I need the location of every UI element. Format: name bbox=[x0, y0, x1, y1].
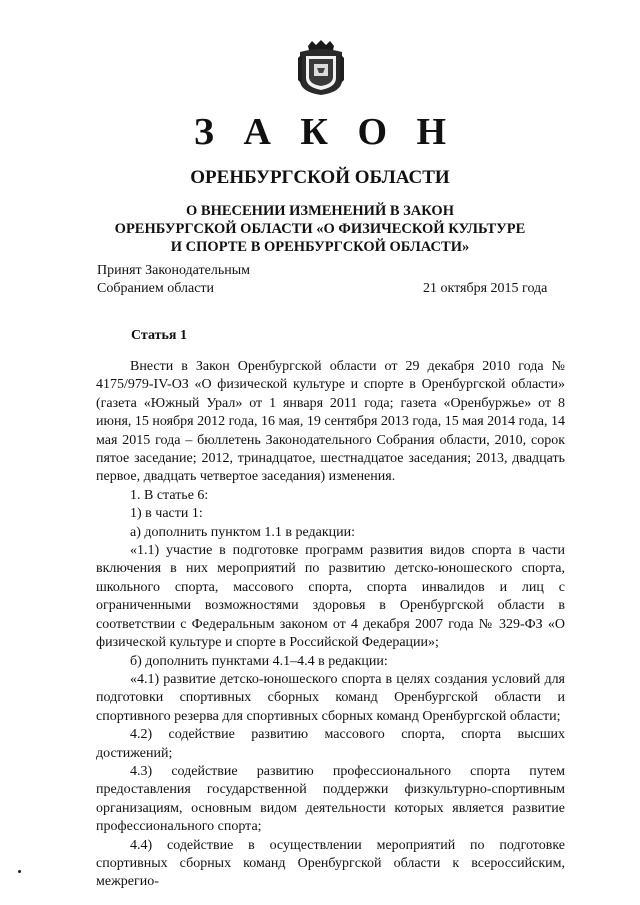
law-heading bbox=[0, 202, 640, 256]
law-heading-line: ОРЕНБУРГСКОЙ ОБЛАСТИ «О ФИЗИЧЕСКОЙ КУЛЬТУРЕ bbox=[114, 221, 526, 237]
paragraph: 4.2) содействие развитию массового спорта, спорта высших достижений; bbox=[96, 727, 565, 761]
article-title: Статья 1 bbox=[131, 328, 187, 343]
paragraph: 1. В статье 6: bbox=[130, 487, 209, 503]
law-heading-line: И СПОРТЕ В ОРЕНБУРГСКОЙ ОБЛАСТИ» bbox=[170, 239, 470, 255]
document-title: З А К О Н bbox=[193, 111, 457, 153]
paragraph: б) дополнить пунктами 4.1–4.4 в редакции: bbox=[130, 653, 388, 669]
document-subtitle: ОРЕНБУРГСКОЙ ОБЛАСТИ bbox=[190, 167, 450, 188]
paragraph: «4.1) развитие детско-юношеского спорта в целях создания условий для подготовки спортивных сборных команд Оренбургской области и спортивного резерва для спортивных сборных команд Оренбургской области; bbox=[96, 671, 565, 724]
scan-speck bbox=[18, 870, 21, 873]
paragraph: а) дополнить пунктом 1.1 в редакции: bbox=[130, 524, 356, 540]
paragraph: 4.3) содействие развитию профессионального спорта путем предоставления государственной поддержки физкультурно-спортивным организациям, основным видом деятельности которых является развитие профессионального спорта; bbox=[96, 763, 565, 835]
paragraph: 1) в части 1: bbox=[130, 506, 203, 522]
adoption-line: Принят Законодательным bbox=[97, 263, 250, 278]
law-heading-line: О ВНЕСЕНИИ ИЗМЕНЕНИЙ В ЗАКОН bbox=[186, 203, 454, 219]
paragraph: 4.4) содействие в осуществлении мероприятий по подготовке спортивных сборных команд Оренбургской области к всероссийским, межрегио- bbox=[96, 837, 565, 890]
adoption-date: 21 октября 2015 года bbox=[423, 281, 548, 296]
article-body bbox=[96, 358, 565, 892]
adoption-info bbox=[97, 262, 250, 298]
paragraph: Внести в Закон Оренбургской области от 29 декабря 2010 года № 4175/979-IV-ОЗ «О физической культуре и спорте в Оренбургской области» (газета «Южный Урал» от 1 января 2011 года; газета «Оренбуржье» от 8 июня, 15 ноября 2012 года, 16 мая, 19 сентября 2013 года, 15 мая 2014 года, 14 мая 2015 года – бюллетень Законодательного Собрания области, 2010, сорок пятое заседание; 2012, тринадцатое, шестнадцатое заседания; 2013, двадцать первое, двадцать четвертое заседания) изменения. bbox=[96, 359, 565, 485]
paragraph: «1.1) участие в подготовке программ развития видов спорта в части включения в них мероприятий по развитию детско-юношеского спорта, школьного спорта, массового спорта, спорта инвалидов и лиц с ограниченными возможностями здоровья в Оренбургской области в соответствии с Федеральным законом от 4 декабря 2007 года № 329-ФЗ «О физической культуре и спорте в Российской Федерации»; bbox=[96, 543, 565, 651]
adoption-line: Собранием области bbox=[97, 281, 215, 296]
coat-of-arms-icon bbox=[296, 40, 346, 96]
